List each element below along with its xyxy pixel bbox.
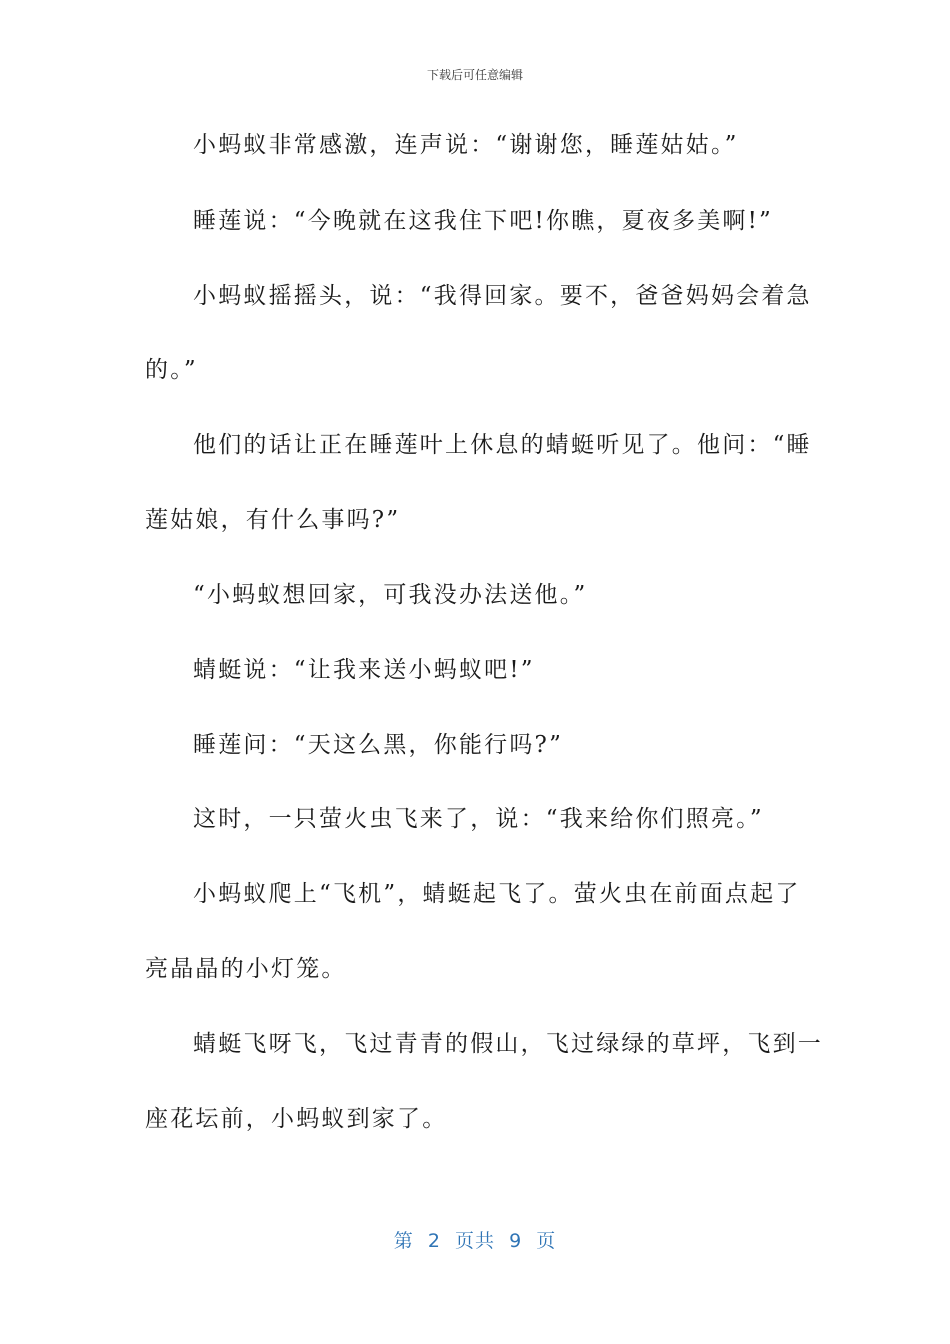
text-line: 这时，一只萤火虫飞来了，说：“我来给你们照亮。” [193,806,764,832]
text-line: 睡莲问：“天这么黑，你能行吗?” [193,732,564,758]
text-line: 的。” [145,357,198,383]
text-line: 他们的话让正在睡莲叶上休息的蜻蜓听见了。他问：“睡 [193,432,812,458]
text-line: 小蚂蚁摇摇头，说：“我得回家。要不，爸爸妈妈会着急 [193,283,812,309]
text-line: 莲姑娘，有什么事吗?” [145,507,401,533]
page-header: 下载后可任意编辑 [426,68,523,82]
page-number-footer: 第 2 页共 9 页 [393,1230,557,1252]
text-line: 亮晶晶的小灯笼。 [145,956,347,982]
text-line: 蜻蜓说：“让我来送小蚂蚁吧!” [193,657,535,683]
text-line: “小蚂蚁想回家，可我没办法送他。” [193,582,588,608]
text-line: 蜻蜓飞呀飞，飞过青青的假山，飞过绿绿的草坪，飞到一 [193,1031,823,1057]
text-line: 座花坛前，小蚂蚁到家了。 [145,1106,448,1132]
text-line: 小蚂蚁爬上“飞机”，蜻蜓起飞了。萤火虫在前面点起了 [193,881,801,907]
text-line: 小蚂蚁非常感激，连声说：“谢谢您，睡莲姑姑。” [193,132,739,158]
text-line: 睡莲说：“今晚就在这我住下吧!你瞧，夏夜多美啊!” [193,208,774,234]
